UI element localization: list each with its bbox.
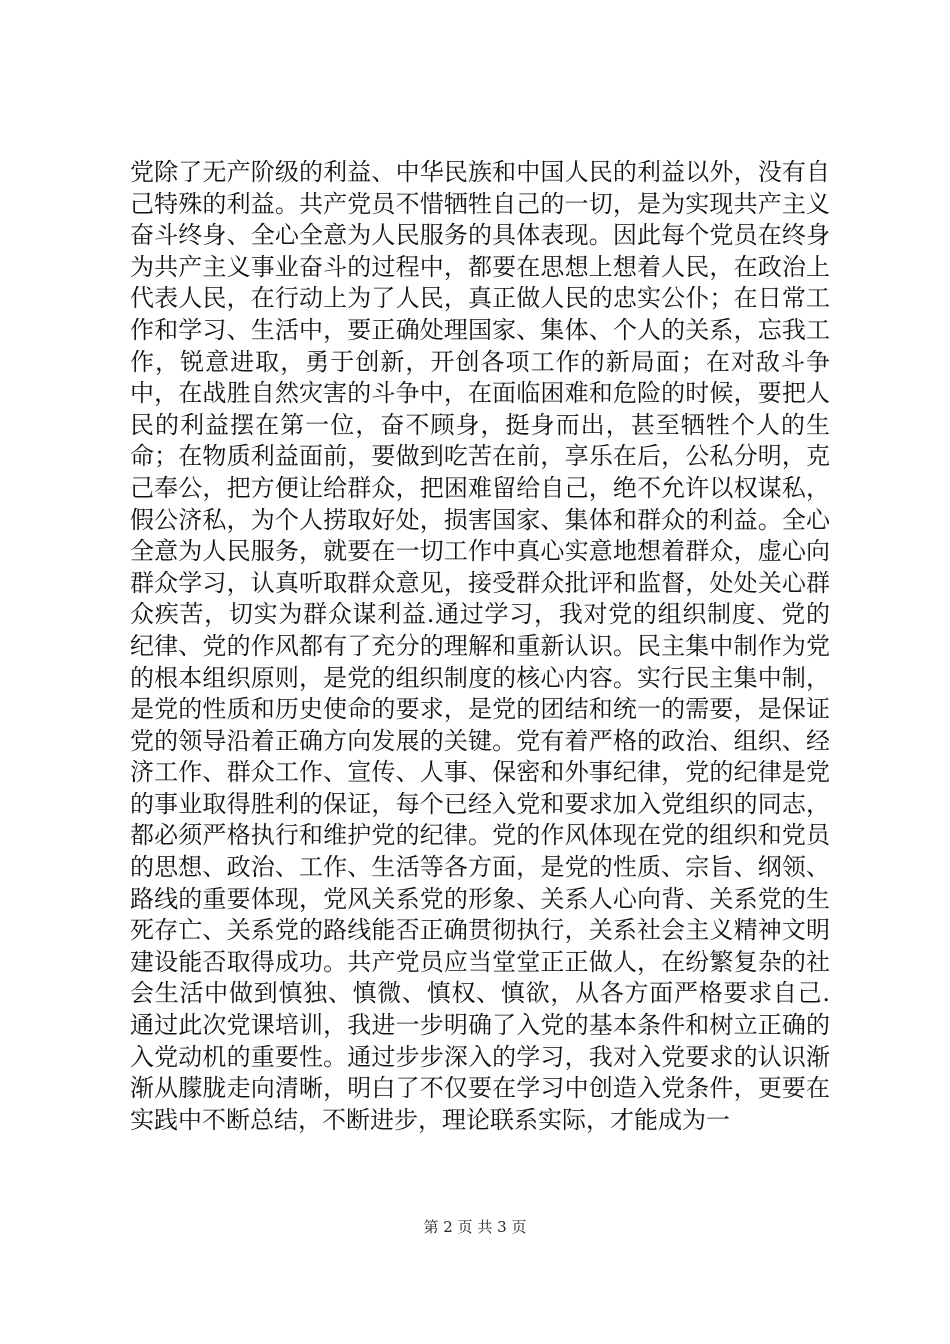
page-footer: 第 2 页 共 3 页 — [423, 1218, 527, 1236]
body-paragraph: 党除了无产阶级的利益、中华民族和中国人民的利益以外，没有自己特殊的利益。共产党员不惜牺牲自己的一切，是为实现共产主义奋斗终身、全心全意为人民服务的具体表现。因此每个党员在终身为共产主义事业奋斗的过程中，都要在思想上想着人民，在政治上代表人民，在行动上为了人民，真正做人民的忠实公仆；在日常工作和学习、生活中，要正确处理国家、集体、个人的关系，忘我工作，锐意进取，勇于创新，开创各项工作的新局面；在对敌斗争中，在战胜自然灾害的斗争中，在面临困难和危险的时候，要把人民的利益摆在第一位，奋不顾身，挺身而出，甚至牺牲个人的生命；在物质利益面前，要做到吃苦在前，享乐在后，公私分明，克己奉公，把方便让给群众，把困难留给自己，绝不允许以权谋私，假公济私，为个人捞取好处，损害国家、集体和群众的利益。全心全意为人民服务，就要在一切工作中真心实意地想着群众，虚心向群众学习，认真听取群众意见，接受群众批评和监督，处处关心群众疾苦，切实为群众谋利益.通过学习，我对党的组织制度、党的纪律、党的作风都有了充分的理解和重新认识。民主集中制作为党的根本组织原则，是党的组织制度的核心内容。实行民主集中制，是党的性质和历史使命的要求，是党的团结和统一的需要，是保证党的领导沿着正确方向发展的关键。党有着严格的政治、组织、经济工作、群众工作、宣传、人事、保密和外事纪律，党的纪律是党的事业取得胜利的保证，每个已经入党和要求加入党组织的同志，都必须严格执行和维护党的纪律。党的作风体现在党的组织和党员的思想、政治、工作、生活等各方面，是党的性质、宗旨、纲领、路线的重要体现，党风关系党的形象、关系人心向背、关系党的生死存亡、关系党的路线能否正确贯彻执行，关系社会主义精神文明建设能否取得成功。共产党员应当堂堂正正做人，在纷繁复杂的社会生活中做到慎独、慎微、慎权、慎欲，从各方面严格要求自己.通过此次党课培训，我进一步明确了入党的基本条件和树立正确的入党动机的重要性。通过步步深入的学习，我对入党要求的认识渐渐从朦胧走向清晰，明白了不仅要在学习中创造入党条件，更要在实践中不断总结，不断进步，理论联系实际，才能成为一 — [130, 158, 830, 1134]
